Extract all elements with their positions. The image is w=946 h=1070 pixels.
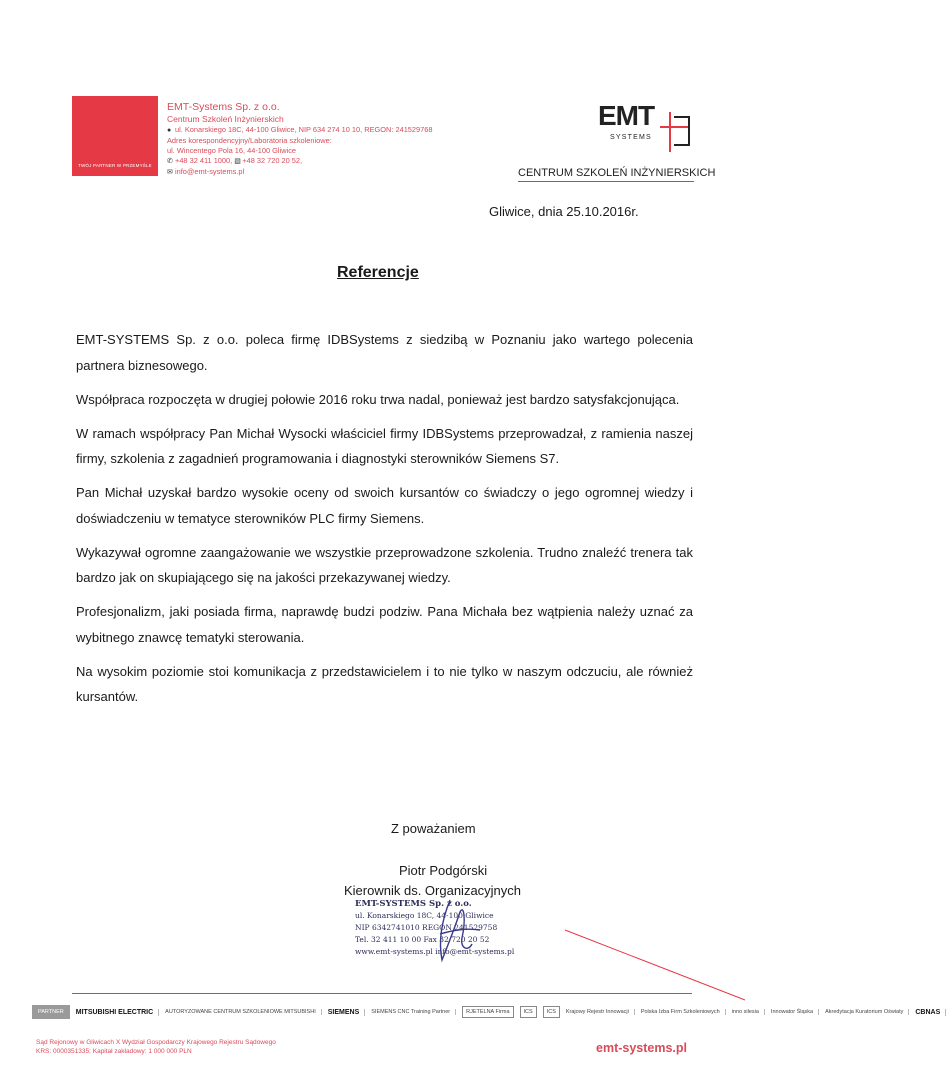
paragraph: Profesjonalizm, jaki posiada firma, naprawdę budzi podziw. Pana Michała bez wątpienia należy uznać za wybitnego znawcę tematyki sterowania. <box>76 604 693 645</box>
footer-divider <box>72 993 692 994</box>
partner-logo: SIEMENS CNC Training Partner <box>371 1009 456 1015</box>
letter-body <box>76 327 693 718</box>
paragraph: Pan Michał uzyskał bardzo wysokie oceny od swoich kursantów co świadczy o jego ogromnej wiedzy i doświadczeniu w tematyce sterowników PLC firmy Siemens. <box>76 485 693 526</box>
correspondence-address: ul. Wincentego Pola 16, 44-100 Gliwice <box>167 146 296 155</box>
paragraph: EMT-SYSTEMS Sp. z o.o. poleca firmę IDBSystems z siedzibą w Poznaniu jako wartego polecenia partnera biznesowego. <box>76 332 693 373</box>
partner-logo: Polska Izba Firm Szkoleniowych <box>641 1009 726 1015</box>
logo-center-name: CENTRUM SZKOLEŃ INŻYNIERSKICH <box>518 167 716 179</box>
partner-logo: SIEMENS <box>328 1009 366 1016</box>
partner-logo: MITSUBISHI ELECTRIC <box>76 1009 159 1016</box>
handwritten-signature <box>420 890 490 970</box>
footer-website: emt-systems.pl <box>596 1041 688 1055</box>
stamp-company: EMT-SYSTEMS Sp. z o.o. <box>355 899 472 909</box>
court-registration <box>36 1038 276 1056</box>
partner-logo: inno silesia <box>732 1009 765 1015</box>
partner-logo: Krajowy Rejestr Innowacji <box>566 1009 635 1015</box>
partner-logo: AUTORYZOWANE CENTRUM SZKOLENIOWE MITSUBISHI <box>165 1009 322 1015</box>
court-line-1: Sąd Rejonowy w Gliwicach X Wydział Gospodarczy Krajowego Rejestru Sądowego <box>36 1039 276 1046</box>
email-icon: ✉ <box>167 169 173 176</box>
logo-cross-icon <box>660 112 690 152</box>
paragraph: W ramach współpracy Pan Michał Wysocki właściciel firmy IDBSystems przeprowadzał, z ramienia naszej firmy, szkolenia z zagadnień programowania i diagnostyki sterowników Siemens S7. <box>76 425 693 466</box>
partner-logo: ICS <box>520 1006 537 1018</box>
logo-underline <box>518 181 694 182</box>
closing-phrase: Z poważaniem <box>391 821 476 836</box>
brand-tagline: TWÓJ PARTNER W PRZEMYŚLE <box>78 163 152 168</box>
paragraph: Wykazywał ogromne zaangażowanie we wszystkie przeprowadzone szkolenia. Trudno znaleźć trenera tak bardzo jak on skupiającego się na jakości przekazywanej wiedzy. <box>76 544 693 585</box>
company-phone: +48 32 411 1000, <box>175 156 233 165</box>
stamp-web: www.emt-systems.pl info@emt-systems.pl <box>355 947 515 956</box>
logo-systems-text: SYSTEMS <box>610 134 652 141</box>
logo-emt-text: EMT <box>598 100 655 131</box>
company-fax: +48 32 720 20 52, <box>242 156 303 165</box>
partner-logos <box>32 998 941 1026</box>
partner-logo: ICS <box>543 1006 560 1018</box>
location-pin-icon: ● <box>167 127 172 134</box>
partner-logo: RJETELNA Firma <box>462 1006 513 1018</box>
signer-role: Kierownik ds. Organizacyjnych <box>344 883 522 898</box>
fax-icon: ▧ <box>234 158 241 165</box>
letter-title: Referencje <box>337 264 419 281</box>
partner-logo: CBNAS <box>915 1009 946 1016</box>
partner-logo: Akredytacja Kuratorium Oświaty <box>825 1009 909 1015</box>
stamp-address: ul. Konarskiego 18C, 44-100 Gliwice <box>355 911 494 920</box>
correspondence-label: Adres korespondencyjny/Laboratoria szkoleniowe: <box>167 136 332 145</box>
letter-date: Gliwice, dnia 25.10.2016r. <box>489 204 639 219</box>
company-name: EMT-Systems Sp. z o.o. <box>167 101 280 113</box>
paragraph: Współpraca rozpoczęta w drugiej połowie 2016 roku trwa nadal, ponieważ jest bardzo satysfakcjonująca. <box>76 391 680 407</box>
company-email: info@emt-systems.pl <box>175 167 245 176</box>
company-address-block <box>167 101 432 178</box>
paragraph: Na wysokim poziomie stoi komunikacja z przedstawicielem i to nie tylko w naszym odczuciu, ale również kursantów. <box>76 663 693 704</box>
phone-icon: ✆ <box>167 158 173 165</box>
brand-red-block <box>72 96 158 176</box>
signer-name: Piotr Podgórski <box>399 863 488 878</box>
partner-logo: Innowator Śląska <box>771 1009 819 1015</box>
partner-logo: PARTNER <box>32 1005 70 1019</box>
stamp-ids: NIP 6342741010 REGON 241529758 <box>355 923 498 932</box>
stamp-phones: Tel. 32 411 10 00 Fax 32 720 20 52 <box>355 935 490 944</box>
court-line-2: KRS: 0000351335; Kapitał zakładowy: 1 000 000 PLN <box>36 1048 192 1055</box>
company-address: ul. Konarskiego 18C, 44-100 Gliwice, NIP 634 274 10 10, REGON: 241529768 <box>175 125 433 134</box>
department-name: Centrum Szkoleń Inżynierskich <box>167 114 284 124</box>
